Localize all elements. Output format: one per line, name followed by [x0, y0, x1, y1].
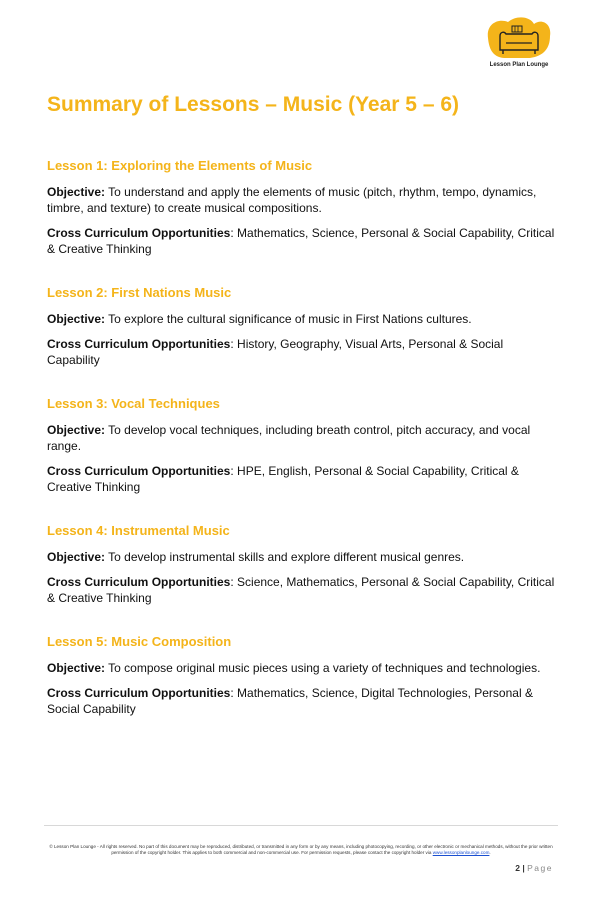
page-separator: |	[520, 863, 528, 873]
cross-curriculum-label: Cross Curriculum Opportunities	[47, 464, 231, 478]
objective-label: Objective:	[47, 423, 106, 437]
lesson-section	[47, 396, 557, 495]
cross-curriculum-label: Cross Curriculum Opportunities	[47, 337, 231, 351]
objective-label: Objective:	[47, 185, 106, 199]
lesson-objective	[47, 311, 557, 327]
objective-label: Objective:	[47, 312, 106, 326]
cross-curriculum-text: : Science, Mathematics, Personal & Social Capability, Critical & Creative Thinking	[47, 575, 555, 605]
copyright-text: © Lesson Plan Lounge - All rights reserved. No part of this document may be reproduced, distributed, or transmitted in any form or by any means, including photocopying, recording, or other electronic or mechanical methods, without the prior written permission of the copyright holder. This applies to both commercial and non-commercial use. For permission requests, please contact the copyright holder via	[49, 844, 553, 855]
brand-logo	[484, 16, 554, 72]
sofa-logo-icon	[484, 16, 554, 62]
lesson-section	[47, 634, 557, 717]
cross-curriculum-text: : Mathematics, Science, Personal & Social Capability, Critical & Creative Thinking	[47, 226, 555, 256]
lesson-objective	[47, 660, 557, 676]
lesson-title: Lesson 4: Instrumental Music	[47, 523, 230, 538]
cross-curriculum-label: Cross Curriculum Opportunities	[47, 226, 231, 240]
lesson-cross-curriculum	[47, 225, 557, 257]
objective-label: Objective:	[47, 661, 106, 675]
lesson-cross-curriculum	[47, 574, 557, 606]
website-link[interactable]: www.lessonplanlounge.com	[432, 850, 490, 855]
lesson-title: Lesson 1: Exploring the Elements of Music	[47, 158, 313, 173]
objective-text: To explore the cultural significance of music in First Nations cultures.	[108, 312, 472, 326]
footer-divider	[44, 825, 558, 826]
copyright-suffix: .	[489, 850, 491, 855]
logo-label: Lesson Plan Lounge	[489, 62, 549, 68]
objective-label: Objective:	[47, 550, 106, 564]
objective-text: To compose original music pieces using a variety of techniques and technologies.	[108, 661, 541, 675]
page-number-value: 2	[515, 863, 521, 873]
lesson-section	[47, 158, 557, 257]
page-title: Summary of Lessons – Music (Year 5 – 6)	[47, 93, 460, 116]
objective-text: To develop vocal techniques, including breath control, pitch accuracy, and vocal range.	[47, 423, 531, 453]
lesson-cross-curriculum	[47, 685, 557, 717]
footer-copyright	[44, 844, 558, 856]
objective-text: To understand and apply the elements of music (pitch, rhythm, tempo, dynamics, timbre, and texture) to create musical compositions.	[47, 185, 537, 215]
lesson-list	[47, 158, 557, 745]
lesson-title: Lesson 3: Vocal Techniques	[47, 396, 220, 411]
lesson-objective	[47, 549, 557, 565]
lesson-objective	[47, 184, 557, 216]
lesson-section	[47, 523, 557, 606]
page-number	[515, 863, 553, 873]
lesson-objective	[47, 422, 557, 454]
lesson-section	[47, 285, 557, 368]
cross-curriculum-label: Cross Curriculum Opportunities	[47, 575, 231, 589]
lesson-cross-curriculum	[47, 336, 557, 368]
cross-curriculum-text: : History, Geography, Visual Arts, Personal & Social Capability	[47, 337, 504, 367]
cross-curriculum-text: : Mathematics, Science, Digital Technologies, Personal & Social Capability	[47, 686, 533, 716]
cross-curriculum-text: : HPE, English, Personal & Social Capability, Critical & Creative Thinking	[47, 464, 519, 494]
lesson-cross-curriculum	[47, 463, 557, 495]
lesson-title: Lesson 2: First Nations Music	[47, 285, 232, 300]
page-word: Page	[527, 863, 553, 873]
cross-curriculum-label: Cross Curriculum Opportunities	[47, 686, 231, 700]
objective-text: To develop instrumental skills and explore different musical genres.	[108, 550, 465, 564]
lesson-title: Lesson 5: Music Composition	[47, 634, 232, 649]
